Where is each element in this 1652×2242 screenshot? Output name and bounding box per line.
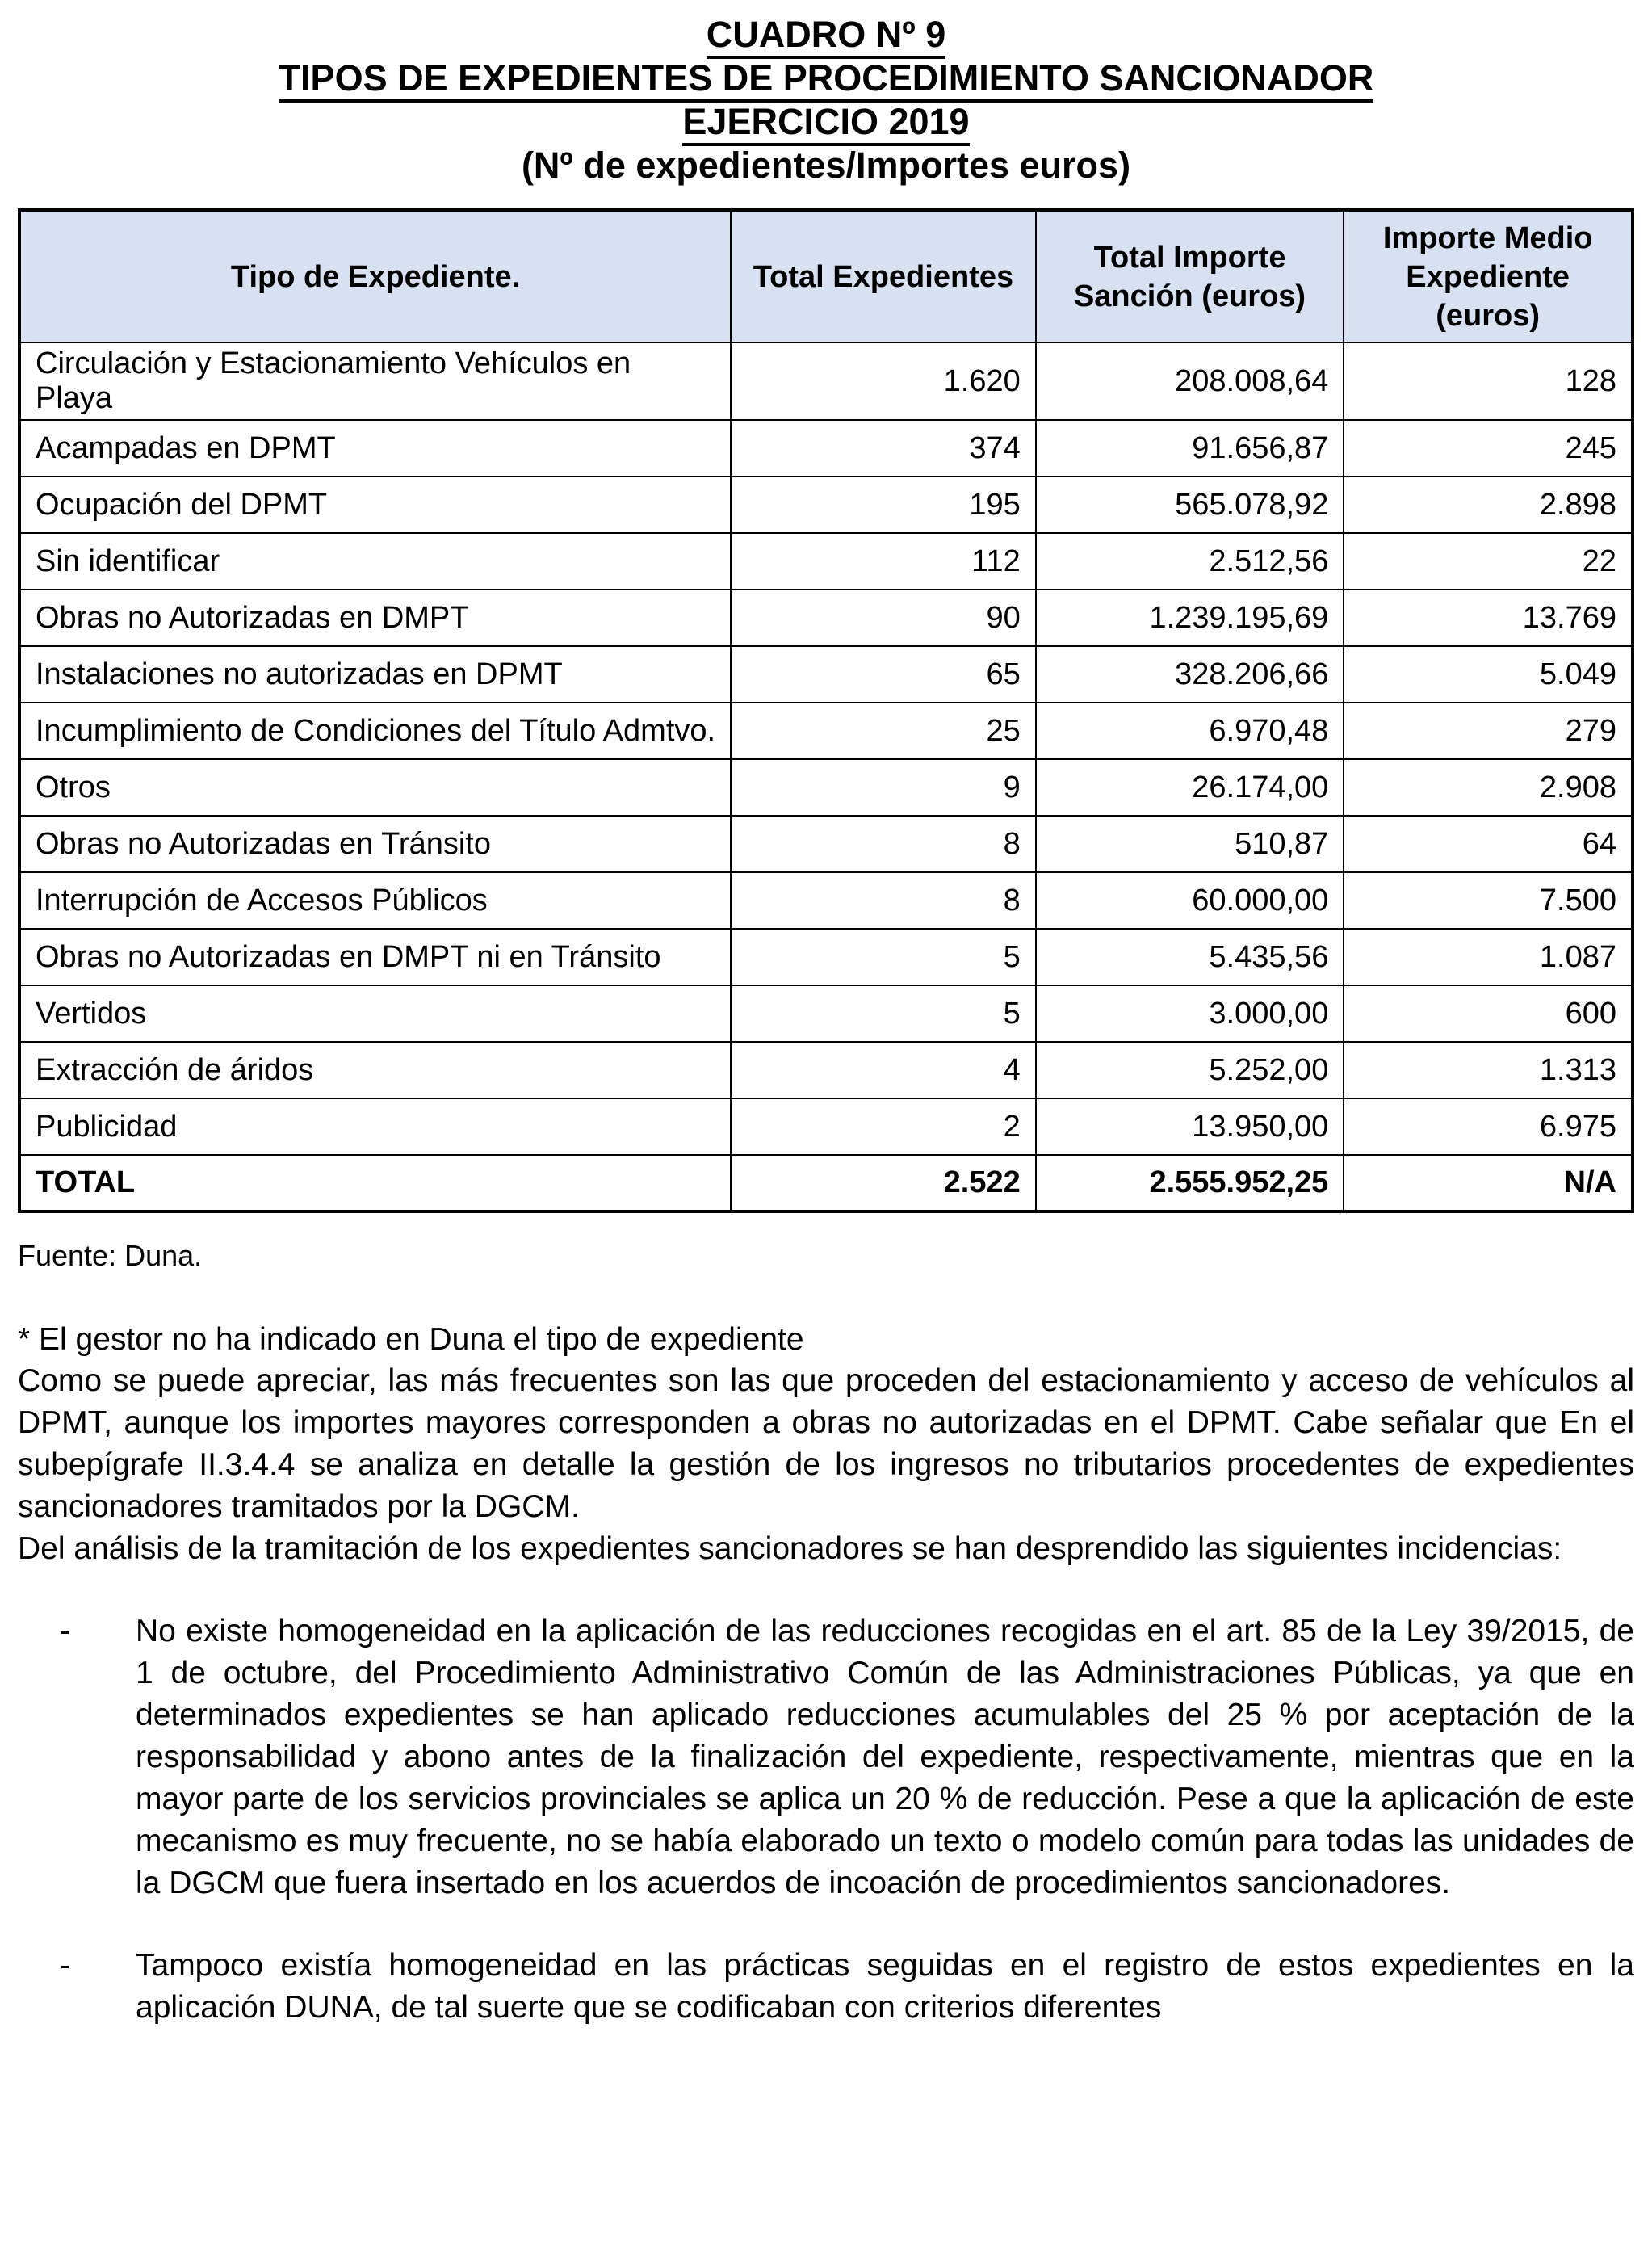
paragraph-1: Como se puede apreciar, las más frecuentes son las que proceden del estacionamiento y acceso de vehículos al DPMT, aunque los importes mayores corresponden a obras no autorizadas en el DPMT. Cabe señalar que En el subepígrafe II.3.4.4 se analiza en detalle la gestión de los ingresos no tributarios procedentes de expedientes sancionadores tramitados por la DGCM. <box>18 1363 1634 1524</box>
cell-importe-medio: 13.769 <box>1344 590 1633 646</box>
cell-total-importe: 510,87 <box>1036 816 1344 872</box>
table-row <box>19 342 1633 420</box>
cell-total-importe: 6.970,48 <box>1036 703 1344 759</box>
cell-total-expedientes: 65 <box>731 646 1036 703</box>
cell-importe-medio: 245 <box>1344 420 1633 477</box>
bullet-item <box>18 1945 1634 2029</box>
cell-tipo-expediente: Ocupación del DPMT <box>19 477 731 533</box>
cell-tipo-expediente: Incumplimiento de Condiciones del Título Admtvo. <box>19 703 731 759</box>
table-row <box>19 533 1633 590</box>
expedientes-sancionadores-table <box>18 208 1634 1213</box>
cell-tipo-expediente: Interrupción de Accesos Públicos <box>19 872 731 929</box>
table-row <box>19 477 1633 533</box>
title-row-1 <box>18 13 1634 57</box>
cell-total-expedientes: 374 <box>731 420 1036 477</box>
cell-total-expedientes: 4 <box>731 1042 1036 1098</box>
table-row <box>19 929 1633 985</box>
total-cell-tipo-expediente: TOTAL <box>19 1155 731 1211</box>
cell-total-importe: 5.435,56 <box>1036 929 1344 985</box>
total-cell-importe-medio: N/A <box>1344 1155 1633 1211</box>
table-row <box>19 816 1633 872</box>
cell-importe-medio: 64 <box>1344 816 1633 872</box>
col-header-total-importe-sancion: Total Importe Sanción (euros) <box>1036 210 1344 342</box>
bullet-item <box>18 1610 1634 1904</box>
cell-total-importe: 26.174,00 <box>1036 759 1344 816</box>
table-row <box>19 703 1633 759</box>
cell-importe-medio: 1.313 <box>1344 1042 1633 1098</box>
title-line-4: (Nº de expedientes/Importes euros) <box>521 145 1131 186</box>
bullet-text: Tampoco existía homogeneidad en las prácticas seguidas en el registro de estos expedientes en la aplicación DUNA, de tal suerte que se codificaban con criterios diferentes <box>136 1948 1634 2025</box>
cell-tipo-expediente: Acampadas en DPMT <box>19 420 731 477</box>
cell-total-expedientes: 1.620 <box>731 342 1036 420</box>
cell-tipo-expediente: Obras no Autorizadas en DMPT ni en Tránsito <box>19 929 731 985</box>
cell-total-expedientes: 112 <box>731 533 1036 590</box>
cell-total-expedientes: 5 <box>731 929 1036 985</box>
cell-tipo-expediente: Extracción de áridos <box>19 1042 731 1098</box>
table-row <box>19 985 1633 1042</box>
total-cell-total-expedientes: 2.522 <box>731 1155 1036 1211</box>
cell-importe-medio: 2.898 <box>1344 477 1633 533</box>
table-row <box>19 1042 1633 1098</box>
bullet-text: No existe homogeneidad en la aplicación de las reducciones recogidas en el art. 85 de la Ley 39/2015, de 1 de octubre, del Procedimiento Administrativo Común de las Administraciones Públicas, ya que en determinados expedientes se han aplicado reducciones acumulables del 25 % por aceptación de la responsabilidad y abono antes de la finalización del expediente, respectivamente, mientras que en la mayor parte de los servicios provinciales se aplica un 20 % de reducción. Pese a que la aplicación de este mecanismo es muy frecuente, no se había elaborado un texto o modelo común para todas las unidades de la DGCM que fuera insertado en los acuerdos de incoación de procedimientos sancionadores. <box>136 1614 1634 1900</box>
table-row <box>19 872 1633 929</box>
cell-tipo-expediente: Otros <box>19 759 731 816</box>
col-header-total-expedientes: Total Expedientes <box>731 210 1036 342</box>
title-row-3 <box>18 100 1634 144</box>
total-cell-total-importe: 2.555.952,25 <box>1036 1155 1344 1211</box>
cell-total-expedientes: 5 <box>731 985 1036 1042</box>
table-row <box>19 590 1633 646</box>
cell-total-importe: 13.950,00 <box>1036 1098 1344 1155</box>
cell-tipo-expediente: Publicidad <box>19 1098 731 1155</box>
table-row <box>19 759 1633 816</box>
bullet-dash-marker: - <box>60 1948 70 1983</box>
paragraph-2: Del análisis de la tramitación de los expedientes sancionadores se han desprendido las siguientes incidencias: <box>18 1531 1562 1566</box>
cell-tipo-expediente: Instalaciones no autorizadas en DPMT <box>19 646 731 703</box>
table-row <box>19 420 1633 477</box>
cell-importe-medio: 7.500 <box>1344 872 1633 929</box>
cell-importe-medio: 600 <box>1344 985 1633 1042</box>
cell-total-importe: 1.239.195,69 <box>1036 590 1344 646</box>
cell-total-importe: 2.512,56 <box>1036 533 1344 590</box>
cell-total-importe: 60.000,00 <box>1036 872 1344 929</box>
incidencias-list <box>18 1610 1634 2029</box>
title-line-2: TIPOS DE EXPEDIENTES DE PROCEDIMIENTO SANCIONADOR <box>279 57 1374 103</box>
cell-importe-medio: 128 <box>1344 342 1633 420</box>
table-header-row <box>19 210 1633 342</box>
table-row <box>19 646 1633 703</box>
document-title <box>18 13 1634 187</box>
cell-importe-medio: 2.908 <box>1344 759 1633 816</box>
cell-tipo-expediente: Sin identificar <box>19 533 731 590</box>
bullet-dash-marker: - <box>60 1614 70 1648</box>
title-row-2 <box>18 57 1634 100</box>
table-source: Fuente: Duna. <box>18 1239 203 1272</box>
footnote: * El gestor no ha indicado en Duna el tipo de expediente <box>18 1322 804 1357</box>
cell-tipo-expediente: Vertidos <box>19 985 731 1042</box>
cell-importe-medio: 22 <box>1344 533 1633 590</box>
cell-total-expedientes: 2 <box>731 1098 1036 1155</box>
cell-total-importe: 565.078,92 <box>1036 477 1344 533</box>
cell-total-expedientes: 8 <box>731 816 1036 872</box>
table-total-row <box>19 1155 1633 1211</box>
title-line-3: EJERCICIO 2019 <box>682 101 969 146</box>
cell-importe-medio: 5.049 <box>1344 646 1633 703</box>
cell-total-importe: 328.206,66 <box>1036 646 1344 703</box>
cell-total-importe: 5.252,00 <box>1036 1042 1344 1098</box>
title-line-1: CUADRO Nº 9 <box>707 14 945 59</box>
cell-importe-medio: 1.087 <box>1344 929 1633 985</box>
col-header-tipo-expediente: Tipo de Expediente. <box>19 210 731 342</box>
cell-total-expedientes: 195 <box>731 477 1036 533</box>
cell-total-importe: 91.656,87 <box>1036 420 1344 477</box>
cell-total-expedientes: 8 <box>731 872 1036 929</box>
cell-tipo-expediente: Circulación y Estacionamiento Vehículos en Playa <box>19 342 731 420</box>
cell-tipo-expediente: Obras no Autorizadas en DMPT <box>19 590 731 646</box>
cell-total-expedientes: 90 <box>731 590 1036 646</box>
cell-total-expedientes: 9 <box>731 759 1036 816</box>
cell-tipo-expediente: Obras no Autorizadas en Tránsito <box>19 816 731 872</box>
cell-total-expedientes: 25 <box>731 703 1036 759</box>
col-header-importe-medio: Importe Medio Expediente (euros) <box>1344 210 1633 342</box>
cell-total-importe: 3.000,00 <box>1036 985 1344 1042</box>
cell-importe-medio: 6.975 <box>1344 1098 1633 1155</box>
cell-importe-medio: 279 <box>1344 703 1633 759</box>
table-row <box>19 1098 1633 1155</box>
cell-total-importe: 208.008,64 <box>1036 342 1344 420</box>
